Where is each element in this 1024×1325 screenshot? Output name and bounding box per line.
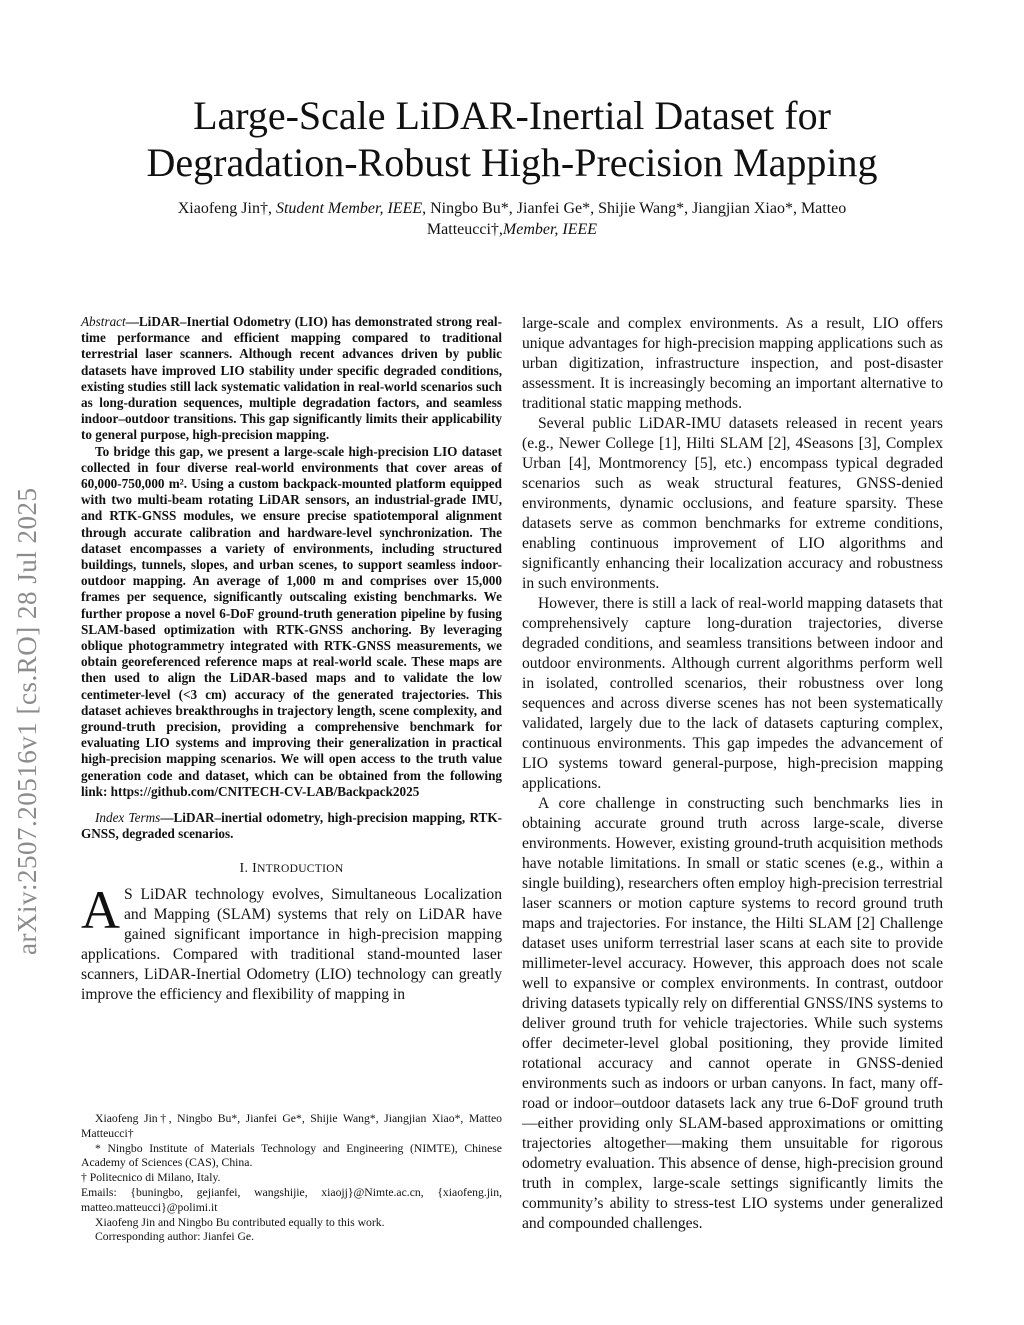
footnote-affiliation-polimi: † Politecnico di Milano, Italy. xyxy=(81,1171,221,1185)
paper-title xyxy=(100,92,924,186)
body-paragraph-continued: large-scale and complex environments. As a result, LIO offers unique advantages for high-precision mapping applications such as urban digitization, infrastructure inspection, and post-disaster assessment. It is increasingly becoming an important alternative to traditional static mapping methods. xyxy=(522,315,943,412)
index-terms xyxy=(81,810,502,842)
intro-text-1: S LiDAR technology evolves, Simultaneous Localization and Mapping (SLAM) systems that rely on LiDAR have gained significant importance in high-precision mapping applications. Compared with traditional stand-mounted laser scanners, LiDAR-Inertial Odometry (LIO) technology can greatly improve the efficiency and flexibility of mapping in xyxy=(81,885,502,1003)
title-line-1: Large-Scale LiDAR-Inertial Dataset for xyxy=(193,93,831,138)
right-column xyxy=(522,314,943,1234)
drop-cap: A xyxy=(81,879,120,940)
section-title-rest: NTRODUCTION xyxy=(257,862,344,875)
section-number: I. xyxy=(239,860,253,876)
body-paragraph-gap: However, there is still a lack of real-world mapping datasets that comprehensively capture long-duration trajectories, diverse degraded conditions, and seamless transitions between indoor and outdoor environments. Although current algorithms perform well in isolated, controlled scenarios, their robustness over long sequences and across diverse scenes has not been systematically validated, largely due to the lack of datasets capturing complex, continuous environments. This gap impedes the advancement of LIO systems toward general-purpose, high-precision mapping applications. xyxy=(522,595,943,792)
authors-part-1: Xiaofeng Jin†, xyxy=(177,200,276,217)
authors-membership-2: Member, IEEE xyxy=(502,221,598,238)
footnote-emails: Emails: {buningbo, gejianfei, wangshijie, xiaojj}@Nimte.ac.cn, {xiaofeng.jin, matteo.matteucci}@polimi.it xyxy=(81,1185,502,1214)
footnote-corresponding-author: Corresponding author: Jianfei Ge. xyxy=(95,1230,255,1244)
abstract-paragraph-1 xyxy=(81,314,502,444)
author-list xyxy=(110,198,914,240)
body-paragraph-datasets: Several public LiDAR-IMU datasets released in recent years (e.g., Newer College [1], Hilti SLAM [2], 4Seasons [3], Complex Urban [4], Montmorency [5], etc.) encompass typical degraded scenarios such as weak structural features, GNSS-denied environments, dynamic occlusions, and feature sparsity. These datasets serve as common benchmarks for extreme conditions, enabling continuous improvement of LIO algorithms and significantly enhancing their localization accuracy and robustness in such environments. xyxy=(522,415,943,592)
footnote-affiliation-nimte: * Ningbo Institute of Materials Technology and Engineering (NIMTE), Chinese Academy of Sciences (CAS), China. xyxy=(81,1141,502,1170)
left-column xyxy=(81,314,502,1005)
abstract-paragraph-2: To bridge this gap, we present a large-scale high-precision LIO dataset collected in four diverse real-world environments that cover areas of 60,000-750,000 m². Using a custom backpack-mounted platform equipped with two multi-beam rotating LiDAR sensors, an industrial-grade IMU, and RTK-GNSS modules, we ensure precise spatiotemporal alignment through accurate calibration and hardware-level synchronization. The dataset encompasses a variety of environments, including structured buildings, tunnels, slopes, and urban scenes, to support seamless indoor-outdoor mapping. An average of 1,000 m and comprises over 15,000 frames per sequence, significantly outscaling existing benchmarks. We further propose a novel 6-DoF ground-truth generation pipeline by fusing SLAM-based optimization with RTK-GNSS anchoring. By leveraging oblique photogrammetry integrated with RTK-GNSS measurements, we obtain georeferenced reference maps at real-world scale. These maps are then used to align the LiDAR-based maps and to validate the low centimeter-level (<3 cm) accuracy of the generated trajectories. This dataset achieves breakthroughs in trajectory length, scene complexity, and ground-truth precision, providing a comprehensive benchmark for evaluating LIO systems and improving their generalization in practical high-precision mapping scenarios. We will open access to the truth value generation code and dataset, which can be obtained from the following link: https://github.com/CNITECH-CV-LAB/Backpack2025 xyxy=(81,443,502,799)
footnotes xyxy=(81,1112,502,1245)
abstract-lead: Abstract xyxy=(81,314,126,329)
section-first-letter: I xyxy=(252,860,258,876)
body-paragraph-ground-truth: A core challenge in constructing such benchmarks lies in obtaining accurate ground truth across large-scale, diverse environments. However, existing ground-truth acquisition methods have notable limitations. In small or static scenes (e.g., within a single building), researchers often employ high-precision terrestrial laser scanners or motion capture systems to record ground truth maps and trajectories. For instance, the Hilti SLAM [2] Challenge dataset uses uniform terrestrial laser scans at each site to provide millimeter-level accuracy. However, this approach does not scale well to expansive or complex environments. In contrast, outdoor driving datasets typically rely on differential GNSS/INS systems to deliver ground truth for vehicle trajectories. While such systems offer decimeter-level global positioning, they provide limited rotational accuracy and cannot operate in GNSS-denied environments such as indoors or urban canyons. In fact, many off-road or indoor–outdoor datasets lack any true 6-DoF ground truth—either providing only SLAM-based approximations or omitting trajectories altogether—making them unsuitable for rigorous odometry evaluation. This absence of dense, high-precision ground truth in complex, large-scale settings significantly limits the community’s ability to stress-test LIO systems under generalized and compounded challenges. xyxy=(522,795,943,1232)
section-heading-introduction xyxy=(81,861,502,877)
abstract xyxy=(81,314,502,800)
authors-part-3: , Ningbo Bu*, Jianfei Ge*, Shijie Wang*, Jiangjian Xiao*, Matteo Matteucci†, xyxy=(422,200,847,238)
abstract-text-1: —LiDAR–Inertial Odometry (LIO) has demonstrated strong real-time performance and efficient mapping compared to traditional terrestrial laser scanners. Although recent advances driven by public datasets have improved LIO stability under specific degraded conditions, existing studies still lack systematic validation in real-world scenarios such as long-duration sequences, multiple degradation factors, and seamless indoor–outdoor transitions. This gap significantly limits their applicability to general purpose, high-precision mapping. xyxy=(81,314,502,443)
footnote-equal-contribution: Xiaofeng Jin and Ningbo Bu contributed equally to this work. xyxy=(95,1215,385,1229)
index-terms-text: —LiDAR–inertial odometry, high-precision mapping, RTK-GNSS, degraded scenarios. xyxy=(81,810,502,842)
footnote-authors: Xiaofeng Jin†, Ningbo Bu*, Jianfei Ge*, Shijie Wang*, Jiangjian Xiao*, Matteo Matteucci† xyxy=(81,1112,502,1140)
intro-paragraph-1 xyxy=(81,879,502,1005)
index-terms-lead: Index Terms xyxy=(95,810,161,826)
title-line-2: Degradation-Robust High-Precision Mapping xyxy=(146,140,878,185)
authors-membership-1: Student Member, IEEE xyxy=(275,200,423,217)
arxiv-identifier-stamp: arXiv:2507.20516v1 [cs.RO] 28 Jul 2025 xyxy=(12,487,42,955)
